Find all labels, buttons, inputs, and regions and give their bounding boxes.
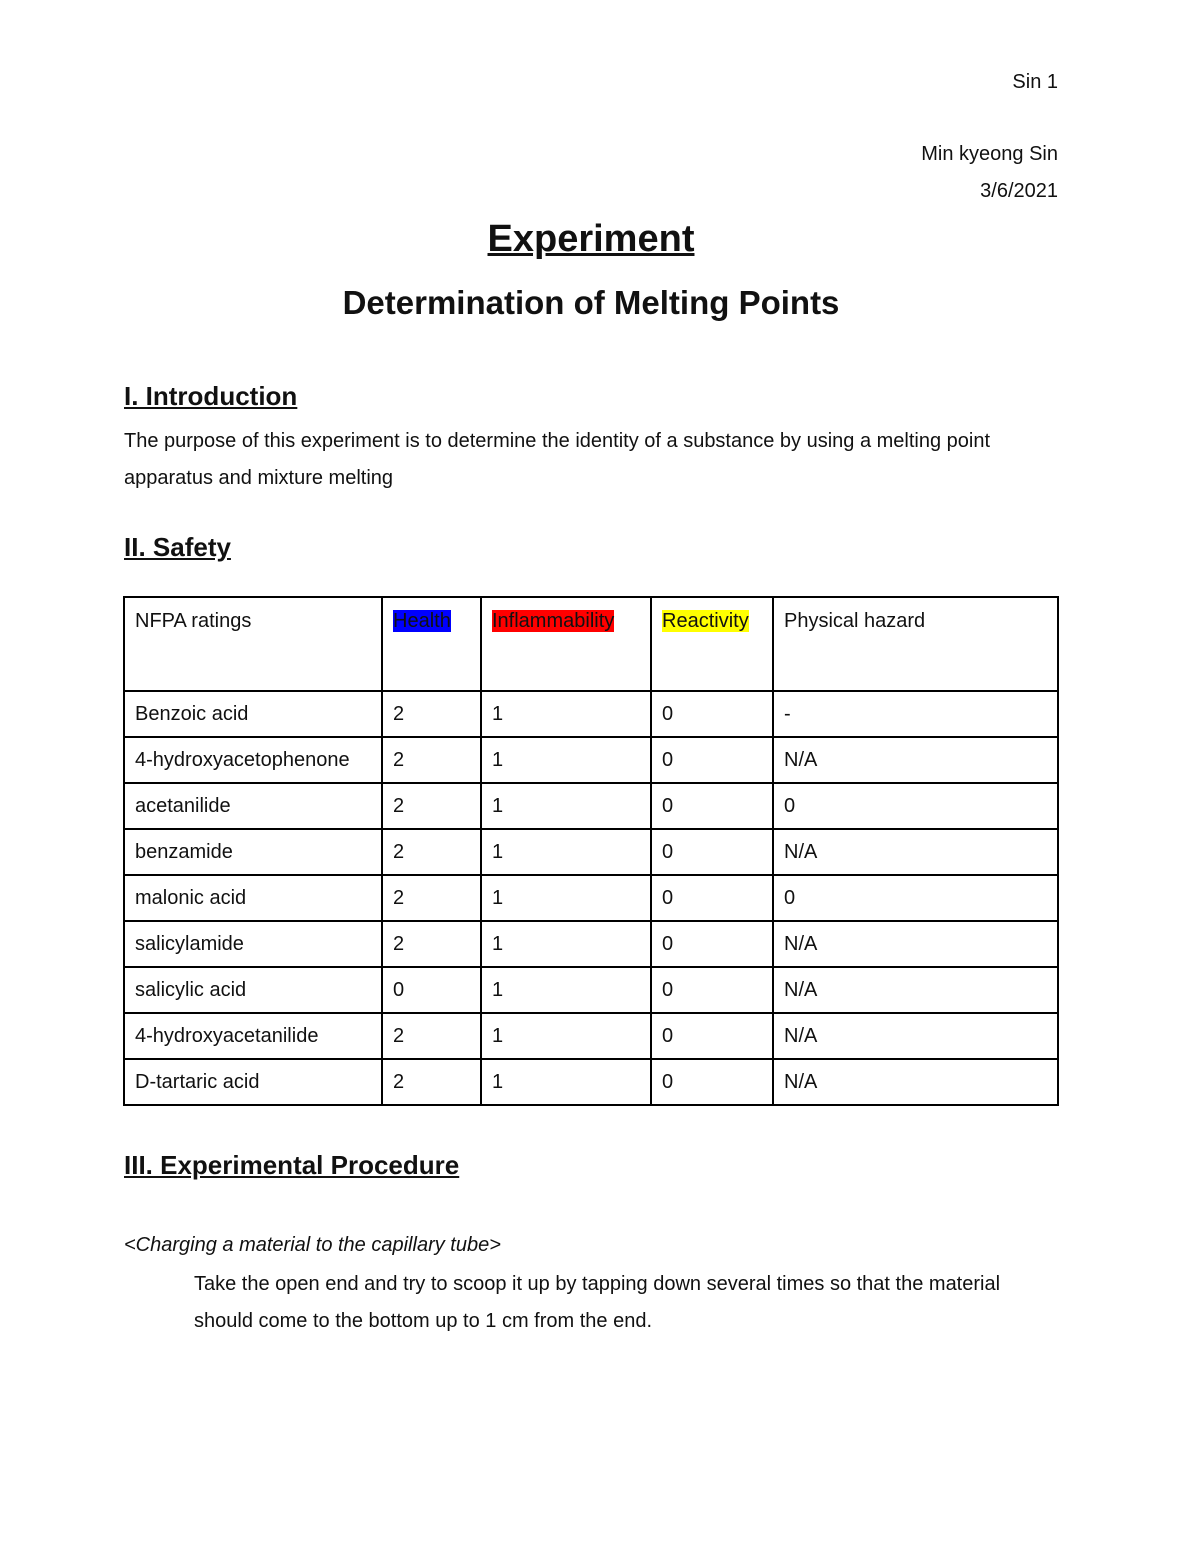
table-header-row [124, 597, 1058, 691]
physical-hazard-value: 0 [773, 875, 1058, 921]
inflammability-value: 1 [481, 967, 651, 1013]
table-row [124, 737, 1058, 783]
table-row [124, 1059, 1058, 1105]
health-value: 2 [382, 1059, 481, 1105]
reactivity-value: 0 [651, 737, 773, 783]
introduction-body: The purpose of this experiment is to determine the identity of a substance by using a melting point apparatus and mixture melting [124, 430, 991, 489]
physical-hazard-value: N/A [773, 737, 1058, 783]
substance-name: D-tartaric acid [124, 1059, 382, 1105]
reactivity-value: 0 [651, 691, 773, 737]
health-value: 2 [382, 691, 481, 737]
introduction-heading: I. Introduction [124, 381, 298, 411]
health-value: 0 [382, 967, 481, 1013]
physical-hazard-value: 0 [773, 783, 1058, 829]
health-value: 2 [382, 921, 481, 967]
table-row [124, 875, 1058, 921]
substance-name: benzamide [124, 829, 382, 875]
header-health: Health [393, 610, 451, 632]
header-nfpa-ratings: NFPA ratings [124, 597, 382, 691]
inflammability-value: 1 [481, 921, 651, 967]
table-row [124, 967, 1058, 1013]
page-number: Sin 1 [1012, 71, 1058, 93]
table-row [124, 921, 1058, 967]
reactivity-value: 0 [651, 967, 773, 1013]
inflammability-value: 1 [481, 829, 651, 875]
table-row [124, 691, 1058, 737]
reactivity-value: 0 [651, 829, 773, 875]
physical-hazard-value: - [773, 691, 1058, 737]
physical-hazard-value: N/A [773, 921, 1058, 967]
substance-name: salicylic acid [124, 967, 382, 1013]
substance-name: Benzoic acid [124, 691, 382, 737]
safety-table [123, 596, 1059, 1106]
inflammability-value: 1 [481, 1059, 651, 1105]
inflammability-value: 1 [481, 783, 651, 829]
substance-name: acetanilide [124, 783, 382, 829]
physical-hazard-value: N/A [773, 1059, 1058, 1105]
physical-hazard-value: N/A [773, 829, 1058, 875]
table-row [124, 829, 1058, 875]
author-name: Min kyeong Sin [921, 143, 1058, 165]
substance-name: 4-hydroxyacetophenone [124, 737, 382, 783]
document-subtitle: Determination of Melting Points [342, 284, 840, 321]
safety-heading: II. Safety [124, 532, 231, 562]
substance-name: malonic acid [124, 875, 382, 921]
inflammability-value: 1 [481, 875, 651, 921]
header-health-cell [382, 597, 481, 691]
reactivity-value: 0 [651, 1059, 773, 1105]
header-reactivity: Reactivity [662, 610, 749, 632]
procedure-heading: III. Experimental Procedure [124, 1150, 460, 1180]
reactivity-value: 0 [651, 783, 773, 829]
inflammability-value: 1 [481, 737, 651, 783]
health-value: 2 [382, 829, 481, 875]
table-row [124, 1013, 1058, 1059]
header-reactivity-cell [651, 597, 773, 691]
table-row [124, 783, 1058, 829]
physical-hazard-value: N/A [773, 967, 1058, 1013]
health-value: 2 [382, 737, 481, 783]
substance-name: salicylamide [124, 921, 382, 967]
reactivity-value: 0 [651, 921, 773, 967]
inflammability-value: 1 [481, 1013, 651, 1059]
document-title: Experiment [487, 218, 695, 260]
reactivity-value: 0 [651, 1013, 773, 1059]
document-date: 3/6/2021 [980, 180, 1058, 202]
header-inflammability-cell [481, 597, 651, 691]
procedure-body: Take the open end and try to scoop it up by tapping down several times so that the material should come to the bottom up to 1 cm from the end. [194, 1273, 1001, 1332]
substance-name: 4-hydroxyacetanilide [124, 1013, 382, 1059]
physical-hazard-value: N/A [773, 1013, 1058, 1059]
reactivity-value: 0 [651, 875, 773, 921]
health-value: 2 [382, 1013, 481, 1059]
inflammability-value: 1 [481, 691, 651, 737]
header-inflammability: Inflammability [492, 610, 615, 632]
health-value: 2 [382, 875, 481, 921]
procedure-subheading: <Charging a material to the capillary tube> [124, 1234, 501, 1256]
header-physical-hazard: Physical hazard [773, 597, 1058, 691]
health-value: 2 [382, 783, 481, 829]
